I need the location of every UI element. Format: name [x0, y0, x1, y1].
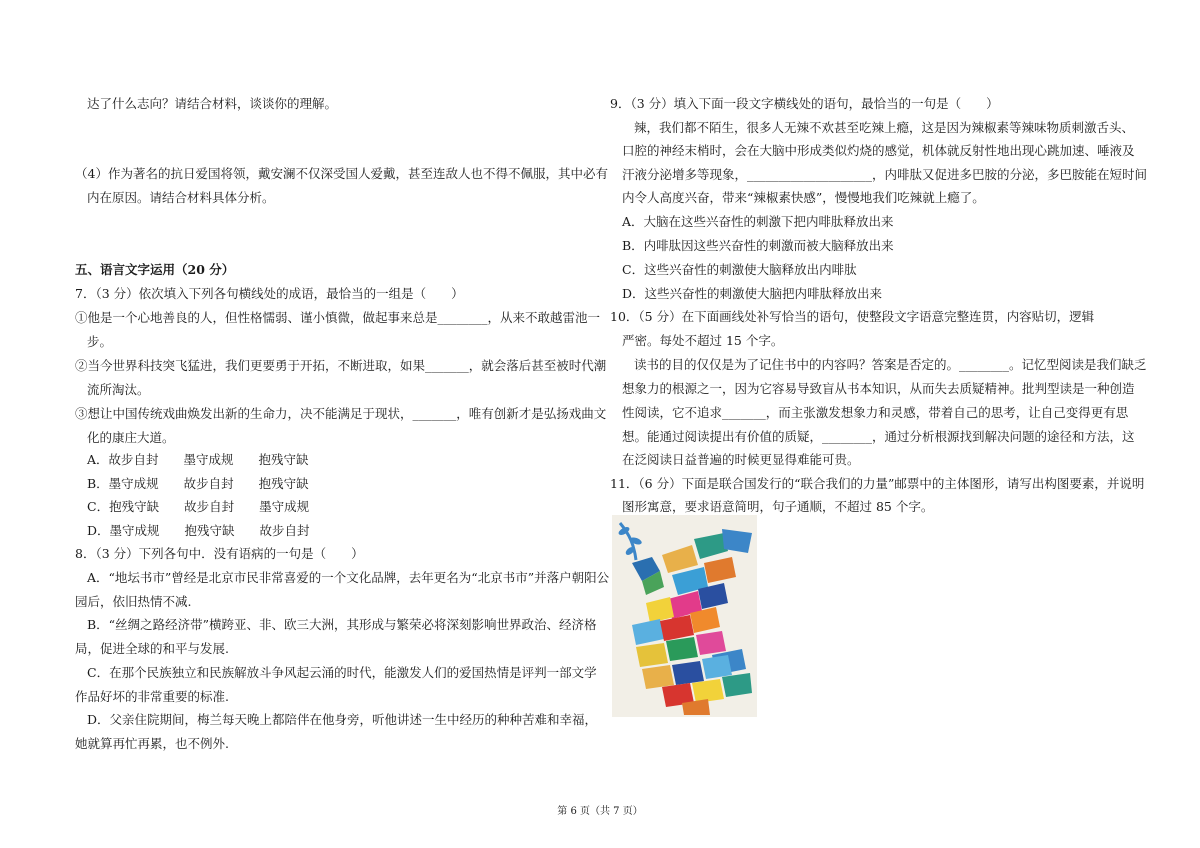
q8-option-c-cont: 作品好坏的非常重要的标准.: [75, 689, 229, 704]
q7-sentence1-cont: 步。: [87, 334, 113, 349]
q9-option-a: A．大脑在这些兴奋性的刺激下把内啡肽释放出来: [622, 214, 894, 229]
q9-paragraph-2: 口腔的神经末梢时，会在大脑中形成类似灼烧的感觉，机体就反射性地出现心跳加速、唾液及: [622, 143, 1135, 158]
q8-option-b: B．“丝绸之路经济带”横跨亚、非、欧三大洲，其形成与繁荣必将深刻影响世界政治、经济格: [87, 617, 597, 632]
section-5-heading: 五、语言文字运用（20 分）: [75, 262, 235, 277]
q8-option-a: A．“地坛书市”曾经是北京市民非常喜爱的一个文化品牌，去年更名为“北京书市”并落户朝阳公: [87, 570, 610, 585]
q4-line2: 内在原因。请结合材料具体分析。: [87, 190, 275, 205]
q9-paragraph-4: 内令人高度兴奋，带来“辣椒素快感”，慢慢地我们吃辣就上瘾了。: [622, 190, 985, 205]
q7-option-b: B．墨守成规 故步自封 抱残守缺: [87, 476, 309, 491]
q9-option-b: B．内啡肽因这些兴奋性的刺激而被大脑释放出来: [622, 238, 894, 253]
q10-paragraph-2: 想象力的根源之一，因为它容易导致盲从书本知识，从而失去质疑精神。批判型读是一种创造: [622, 381, 1135, 396]
q9-paragraph-3: 汗液分泌增多等现象，____________________，内啡肽又促进多巴胺的分泌，多巴胺能在短时间: [622, 167, 1148, 182]
q8-option-d-cont: 她就算再忙再累，也不例外.: [75, 736, 229, 751]
q7-sentence3: ③想让中国传统戏曲焕发出新的生命力，决不能满足于现状，_______，唯有创新才是弘扬戏曲文: [75, 406, 607, 421]
q10-paragraph-1: 读书的目的仅仅是为了记住书中的内容吗？答案是否定的。________。记忆型阅读是我们缺乏: [634, 357, 1147, 372]
q7-option-d: D．墨守成规 抱残守缺 故步自封: [87, 523, 310, 538]
q9-option-d: D．这些兴奋性的刺激使大脑把内啡肽释放出来: [622, 286, 883, 301]
q7-stem: 7．（3 分）依次填入下列各句横线处的成语，最恰当的一组是（ ）: [75, 286, 464, 301]
q7-option-a: A．故步自封 墨守成规 抱残守缺: [87, 452, 309, 467]
q11-stem: 11．（6 分）下面是联合国发行的“联合我们的力量”邮票中的主体图形，请写出构图要素，并说明: [610, 476, 1145, 491]
q7-option-c: C．抱残守缺 故步自封 墨守成规: [87, 499, 310, 514]
q8-option-d: D．父亲住院期间，梅兰每天晚上都陪伴在他身旁，听他讲述一生中经历的种种苦难和幸福，: [87, 712, 598, 727]
q7-sentence1: ①他是一个心地善良的人，但性格懦弱、谨小慎微，做起事来总是________，从来不敢越雷池一: [75, 310, 601, 325]
q10-paragraph-4: 想。能通过阅读提出有价值的质疑，________，通过分析根源找到解决问题的途径和方法，这: [622, 429, 1135, 444]
q7-sentence2: ②当今世界科技突飞猛进，我们更要勇于开拓，不断进取，如果_______，就会落后甚至被时代潮: [75, 358, 607, 373]
q10-stem: 10．（5 分）在下面画线处补写恰当的语句，使整段文字语意完整连贯，内容贴切，逻辑: [610, 309, 1095, 324]
q8-option-b-cont: 局，促进全球的和平与发展.: [75, 641, 229, 656]
q8-option-a-cont: 园后，依旧热情不减.: [75, 594, 192, 609]
page-footer: 第 6 页（共 7 页）: [557, 806, 643, 817]
q9-paragraph-1: 辣，我们都不陌生，很多人无辣不欢甚至吃辣上瘾，这是因为辣椒素等辣味物质刺激舌头、: [634, 120, 1135, 135]
q7-sentence2-cont: 流所淘汰。: [87, 382, 150, 397]
q10-paragraph-5: 在泛阅读日益普遍的时候更显得难能可贵。: [622, 452, 860, 467]
q4-line1: （4）作为著名的抗日爱国将领，戴安澜不仅深受国人爱戴，甚至连敌人也不得不佩服，其中必有: [75, 166, 608, 181]
q9-option-c: C．这些兴奋性的刺激使大脑释放出内啡肽: [622, 262, 857, 277]
q9-stem: 9．（3 分）填入下面一段文字横线处的语句，最恰当的一句是（ ）: [610, 96, 999, 111]
q11-stem-cont: 图形寓意，要求语意简明，句子通顺，不超过 85 个字。: [622, 499, 934, 514]
q-continuation: 达了什么志向？请结合材料，谈谈你的理解。: [87, 96, 338, 111]
dove-of-flags-image: [612, 515, 757, 717]
q7-sentence3-cont: 化的康庄大道。: [87, 430, 175, 445]
q8-stem: 8．（3 分）下列各句中．没有语病的一句是（ ）: [75, 546, 364, 561]
q10-paragraph-3: 性阅读，它不追求_______，而主张激发想象力和灵感，带着自己的思考，让自己变得更有思: [622, 405, 1129, 420]
q10-stem-cont: 严密。每处不超过 15 个字。: [622, 333, 784, 348]
q8-option-c: C．在那个民族独立和民族解放斗争风起云涌的时代，能激发人们的爱国热情是评判一部文学: [87, 665, 597, 680]
